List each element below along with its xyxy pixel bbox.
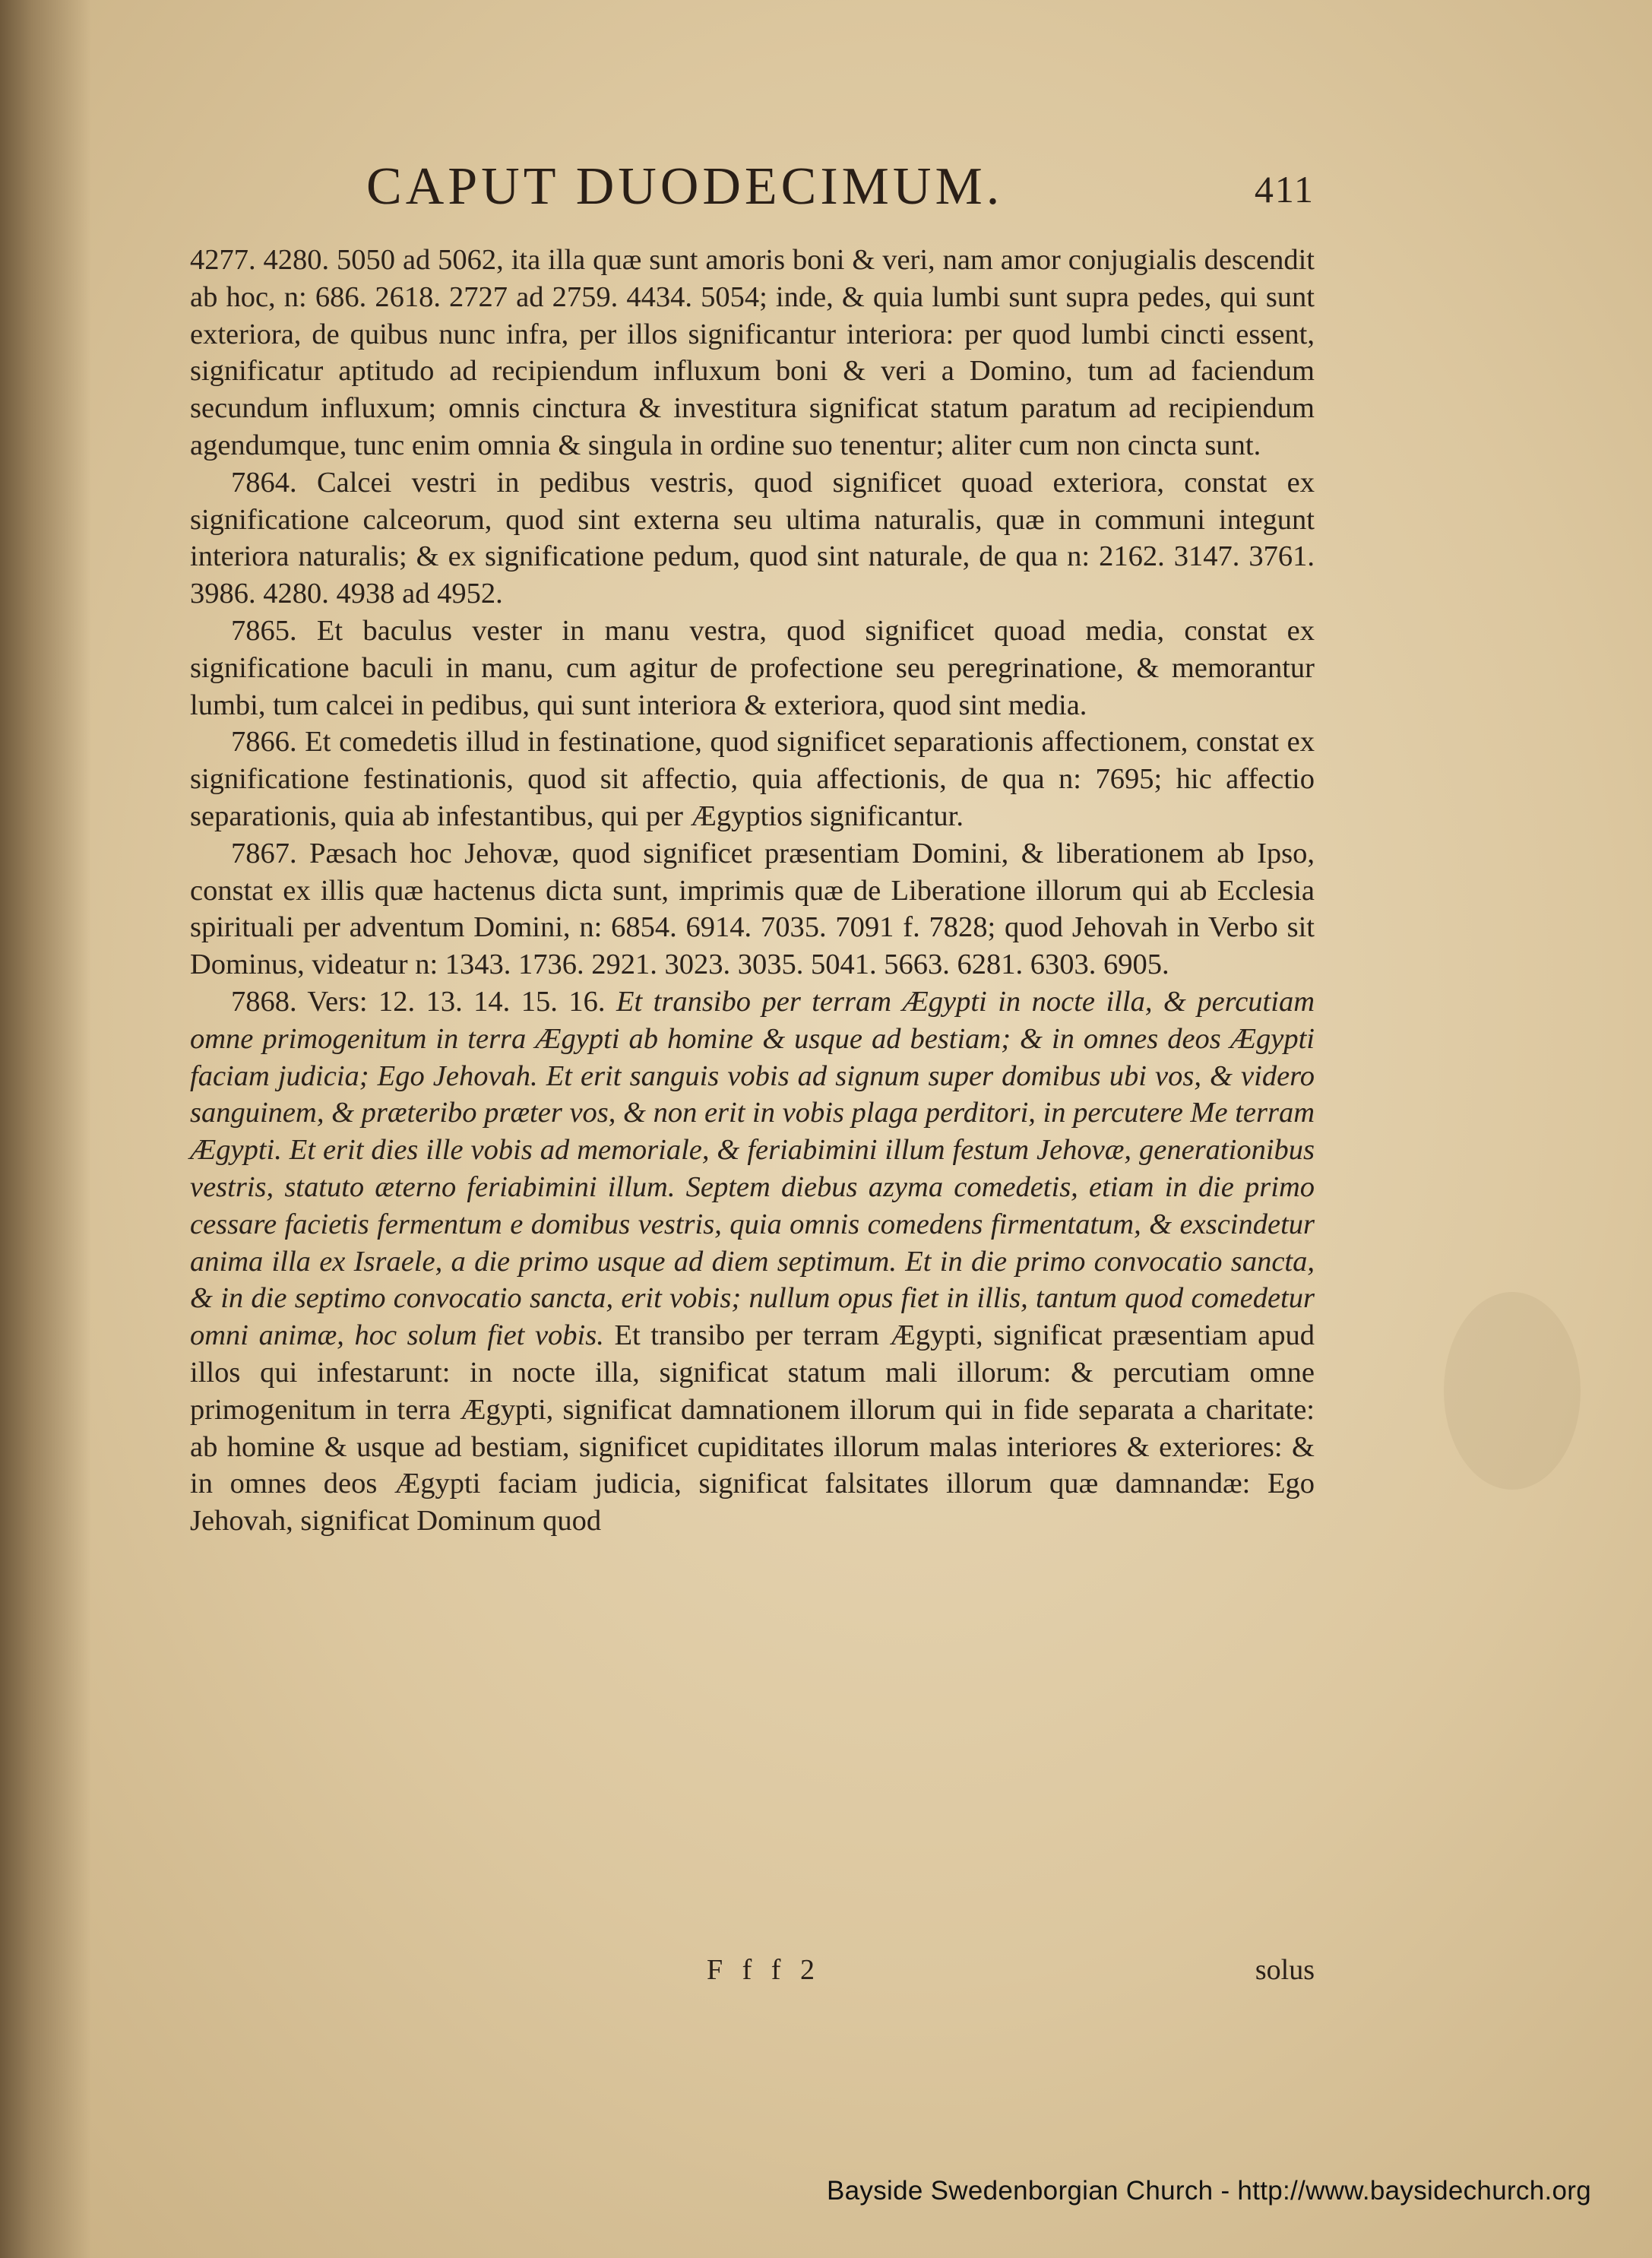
- page-header: [190, 157, 1315, 233]
- paragraph-text: Pæsach hoc Jehovæ, quod significet præsentiam Domini, & liberationem ab Ipso, constat ex illis quæ hactenus dicta sunt, imprimis quæ de Liberatione illorum qui ab Ecclesia spirituali per adventum Domini, n: 6854. 6914. 7035. 7091 f. 7828; quod Jehovah in Verbo sit Dominus, videatur n: 1343. 1736. 2921. 3023. 3035. 5041. 5663. 6281. 6303. 6905.: [190, 837, 1315, 981]
- paragraph-text: 4277. 4280. 5050 ad 5062, ita illa quæ sunt amoris boni & veri, nam amor conjugialis descendit ab hoc, n: 686. 2618. 2727 ad 2759. 4434. 5054; inde, & quia lumbi sunt supra pedes, qui sunt exteriora, de quibus nunc infra, per illos significantur interiora: per quod lumbi cincti essent, significatur aptitudo ad recipiendum influxum boni & veri a Domino, tum ad faciendum secundum influxum; omnis cinctura & investitura significat statum paratum ad recipiendum agendumque, tunc enim omnia & singula in ordine suo tenentur; aliter cum non cincta sunt.: [190, 244, 1315, 461]
- paragraph-number: 7864.: [231, 466, 297, 499]
- paragraph-number: 7866.: [231, 726, 297, 758]
- paragraph-text: Calcei vestri in pedibus vestris, quod significet quoad exteriora, constat ex significatione calceorum, quod sint externa seu ultima naturalis, quæ in communi integunt interiora naturalis; & ex significatione pedum, quod sint naturale, de qua n: 2162. 3147. 3761. 3986. 4280. 4938 ad 4952.: [190, 466, 1315, 610]
- paragraph-number: 7865.: [231, 614, 297, 647]
- paragraph-text: Et baculus vester in manu vestra, quod significet quoad media, constat ex significatione baculi in manu, cum agitur de profectione seu peregrinatione, & memorantur lumbi, tum calcei in pedibus, qui sunt interiora & exteriora, quod sint media.: [190, 614, 1315, 721]
- verse-reference: Vers: 12. 13. 14. 15. 16.: [307, 985, 606, 1018]
- paragraph-number: 7867.: [231, 837, 297, 869]
- paragraph-7867: [190, 835, 1315, 983]
- catchword: solus: [1255, 1954, 1315, 1986]
- page-number: 411: [1254, 168, 1315, 211]
- body-text: [190, 242, 1315, 1540]
- paragraph-7866: [190, 724, 1315, 834]
- paragraph-7865: [190, 613, 1315, 724]
- running-title: CAPUT DUODECIMUM.: [366, 157, 1004, 216]
- signature-mark: F f f 2: [707, 1954, 821, 1986]
- footer-attribution: Bayside Swedenborgian Church - http://www.baysidechurch.org: [826, 2176, 1591, 2206]
- paragraph-7868: [190, 983, 1315, 1540]
- paragraph-continued: [190, 242, 1315, 464]
- paragraph-text: Et transibo per terram Ægypti, significat præsentiam apud illos qui infestarunt: in nocte illa, significat statum mali illorum: & percutiam omne primogenitum in terra Ægypti, significat damnationem illorum qui in fide separata a charitate: ab homine & usque ad bestiam, significet cupiditates illorum malas interiores & exteriores: & in omnes deos Ægypti faciam judicia, significat falsitates illorum quæ damnandæ: Ego Jehovah, significat Dominum quod: [190, 1319, 1315, 1538]
- paragraph-number: 7868.: [231, 985, 297, 1018]
- scripture-quotation: Et transibo per terram Ægypti in nocte illa, & percutiam omne primogenitum in terra Ægypti ab homine & usque ad bestiam; & in omnes deos Ægypti faciam judicia; Ego Jehovah. Et erit sanguis vobis ad signum super domibus ubi vos, & videro sanguinem, & præteribo præter vos, & non erit in vobis plaga perditori, in percutere Me terram Ægypti. Et erit dies ille vobis ad memoriale, & feriabimini illum festum Jehovæ, generationibus vestris, statuto æterno feriabimini illum. Septem diebus azyma comedetis, etiam in die primo cessare facietis fermentum e domibus vestris, quia omnis comedens firmentatum, & exscindetur anima illa ex Israele, a die primo usque ad diem septimum. Et in die primo convocatio sancta, & in die septimo convocatio sancta, erit vobis; nullum opus fiet in illis, tantum quod comedetur omni animæ, hoc solum fiet vobis.: [190, 985, 1315, 1352]
- paragraph-7864: [190, 464, 1315, 613]
- paragraph-text: Et comedetis illud in festinatione, quod significet separationis affectionem, constat ex significatione festinationis, quod sit affectio, quia affectionis, de qua n: 7695; hic affectio separationis, quia ab infestantibus, qui per Ægyptios significantur.: [190, 726, 1315, 832]
